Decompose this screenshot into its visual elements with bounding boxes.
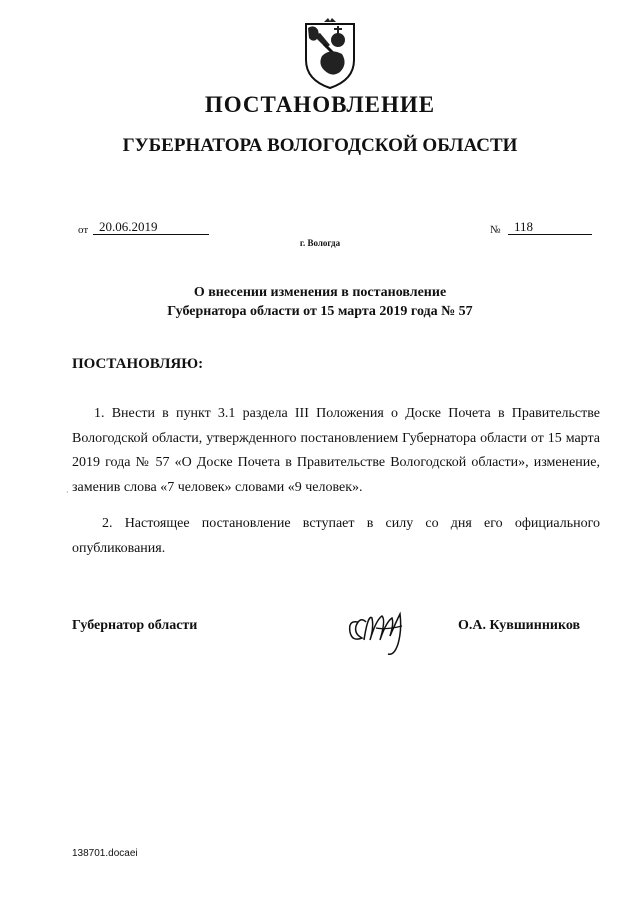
subject-line-1: О внесении изменения в постановление	[193, 285, 447, 300]
paragraph-1: 1. Внести в пункт 3.1 раздела III Положения о Доске Почета в Правительстве Вологодской области, утвержденного постановлением Губернатора области от 15 марта 2019 года № 57 «О Доске Почета в Правительстве Вологодской области», изменение, заменив слова «7 человек» словами «9 человек».	[72, 406, 600, 495]
resolve-heading: ПОСТАНОВЛЯЮ:	[72, 356, 204, 372]
signatory-position: Губернатор области	[72, 618, 198, 633]
number-value: 118	[508, 219, 592, 235]
paragraph-2: 2. Настоящее постановление вступает в силу со дня его официального опубликования.	[72, 516, 600, 556]
document-code: 138701.docaei	[72, 848, 138, 859]
signature-icon	[342, 600, 414, 660]
margin-mark: ·	[66, 488, 69, 497]
number-label: №	[490, 224, 501, 236]
coat-of-arms-icon	[300, 18, 360, 90]
city-label: г. Вологда	[299, 238, 341, 248]
date-value: 20.06.2019	[93, 219, 209, 235]
subject-line-2: Губернатора области от 15 марта 2019 года № 57	[167, 304, 473, 319]
date-label: от	[78, 224, 89, 236]
document-issuer: ГУБЕРНАТОРА ВОЛОГОДСКОЙ ОБЛАСТИ	[122, 135, 518, 156]
signatory-name: О.А. Кувшинников	[458, 618, 581, 633]
document-title: ПОСТАНОВЛЕНИЕ	[204, 92, 436, 117]
